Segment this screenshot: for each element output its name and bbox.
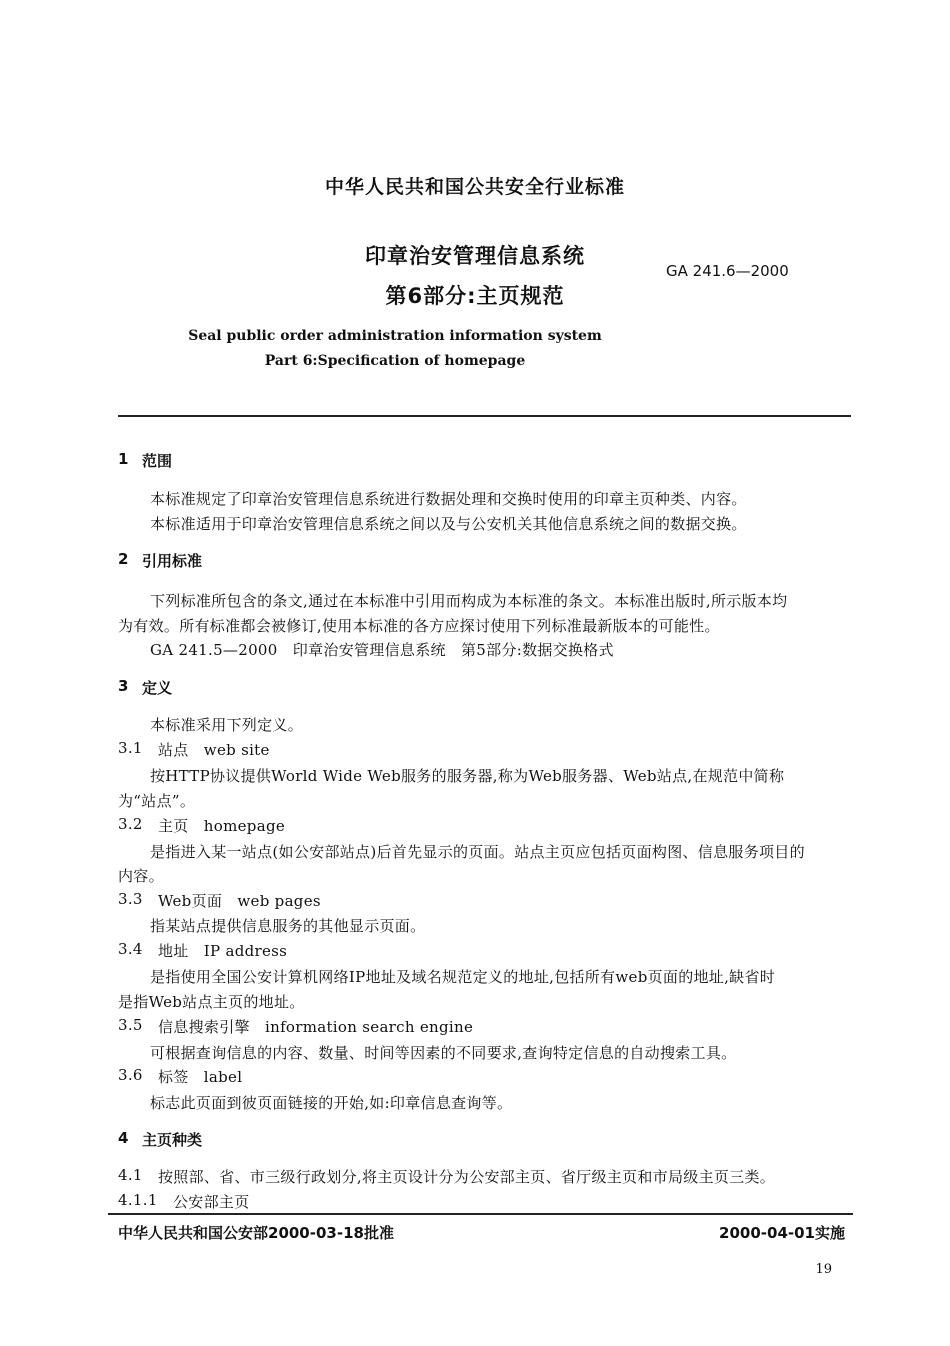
clause-4-1-1-number: 4.1.1: [118, 1191, 158, 1209]
definition-3-5-text: 可根据查询信息的内容、数量、时间等因素的不同要求,查询特定信息的自动搜索工具。: [150, 1044, 737, 1062]
doc-title-line2: 第6部分:主页规范: [385, 284, 565, 308]
section-1-para-2: 本标准适用于印章治安管理信息系统之间以及与公安机关其他信息系统之间的数据交换。: [150, 515, 747, 533]
definition-3-2-text-line1: 是指进入某一站点(如公安部站点)后首先显示的页面。站点主页应包括页面构图、信息服务项目的: [150, 843, 805, 861]
approval-line: 中华人民共和国公安部2000-03-18批准: [118, 1224, 394, 1242]
definition-3-6-term: 标签 label: [158, 1068, 243, 1086]
section-2-para-line1: 下列标准所包含的条文,通过在本标准中引用而构成为本标准的条文。本标准出版时,所示版本均: [150, 592, 788, 610]
section-4-title: 主页种类: [142, 1131, 203, 1149]
page-number: 19: [815, 1262, 832, 1277]
definition-3-1-term: 站点 web site: [158, 741, 270, 759]
standard-code: GA 241.6—2000: [666, 262, 789, 280]
definition-3-6-number: 3.6: [118, 1066, 143, 1084]
definition-3-2-number: 3.2: [118, 815, 143, 833]
definition-3-5-term: 信息搜索引擎 information search engine: [158, 1018, 474, 1036]
definition-3-6-text: 标志此页面到彼页面链接的开始,如:印章信息查询等。: [150, 1094, 513, 1112]
section-2-number: 2: [118, 550, 129, 568]
english-title-line1: Seal public order administration information system: [188, 328, 602, 344]
definition-3-3-term: Web页面 web pages: [158, 892, 321, 910]
section-4-number: 4: [118, 1129, 129, 1147]
definition-3-1-text-line1: 按HTTP协议提供World Wide Web服务的服务器,称为Web服务器、Web站点,在规范中简称: [150, 767, 785, 785]
definition-3-3-text: 指某站点提供信息服务的其他显示页面。: [150, 917, 426, 935]
definition-3-4-number: 3.4: [118, 940, 143, 958]
definition-3-5-number: 3.5: [118, 1016, 143, 1034]
section-1-para-1: 本标准规定了印章治安管理信息系统进行数据处理和交换时使用的印章主页种类、内容。: [150, 490, 747, 508]
footer-rule: [108, 1213, 853, 1215]
definition-3-4-text-line2: 是指Web站点主页的地址。: [118, 993, 305, 1011]
section-3-title: 定义: [142, 679, 173, 697]
definition-3-1-text-line2: 为“站点”。: [118, 792, 196, 810]
effective-date: 2000-04-01实施: [719, 1224, 845, 1242]
definition-3-3-number: 3.3: [118, 890, 143, 908]
definition-3-4-term: 地址 IP address: [158, 942, 288, 960]
clause-4-1-number: 4.1: [118, 1166, 143, 1184]
definition-3-2-term: 主页 homepage: [158, 817, 286, 835]
section-1-title: 范围: [142, 452, 173, 470]
header-rule: [118, 415, 851, 417]
section-2-reference: GA 241.5—2000 印章治安管理信息系统 第5部分:数据交换格式: [150, 641, 614, 659]
clause-4-1-1-text: 公安部主页: [173, 1193, 250, 1211]
definition-3-2-text-line2: 内容。: [118, 867, 164, 885]
section-3-intro: 本标准采用下列定义。: [150, 716, 304, 734]
definition-3-1-number: 3.1: [118, 739, 143, 757]
definition-3-4-text-line1: 是指使用全国公安计算机网络IP地址及域名规范定义的地址,包括所有web页面的地址,缺省时: [150, 968, 776, 986]
clause-4-1-text: 按照部、省、市三级行政划分,将主页设计分为公安部主页、省厅级主页和市局级主页三类。: [158, 1168, 776, 1186]
english-title-line2: Part 6:Specification of homepage: [264, 353, 526, 369]
section-2-para-line2: 为有效。所有标准都会被修订,使用本标准的各方应探讨使用下列标准最新版本的可能性。: [118, 617, 720, 635]
issuing-body: 中华人民共和国公共安全行业标准: [324, 176, 625, 198]
section-1-number: 1: [118, 450, 129, 468]
doc-title-line1: 印章治安管理信息系统: [365, 244, 585, 268]
section-3-number: 3: [118, 677, 129, 695]
section-2-title: 引用标准: [142, 552, 203, 570]
